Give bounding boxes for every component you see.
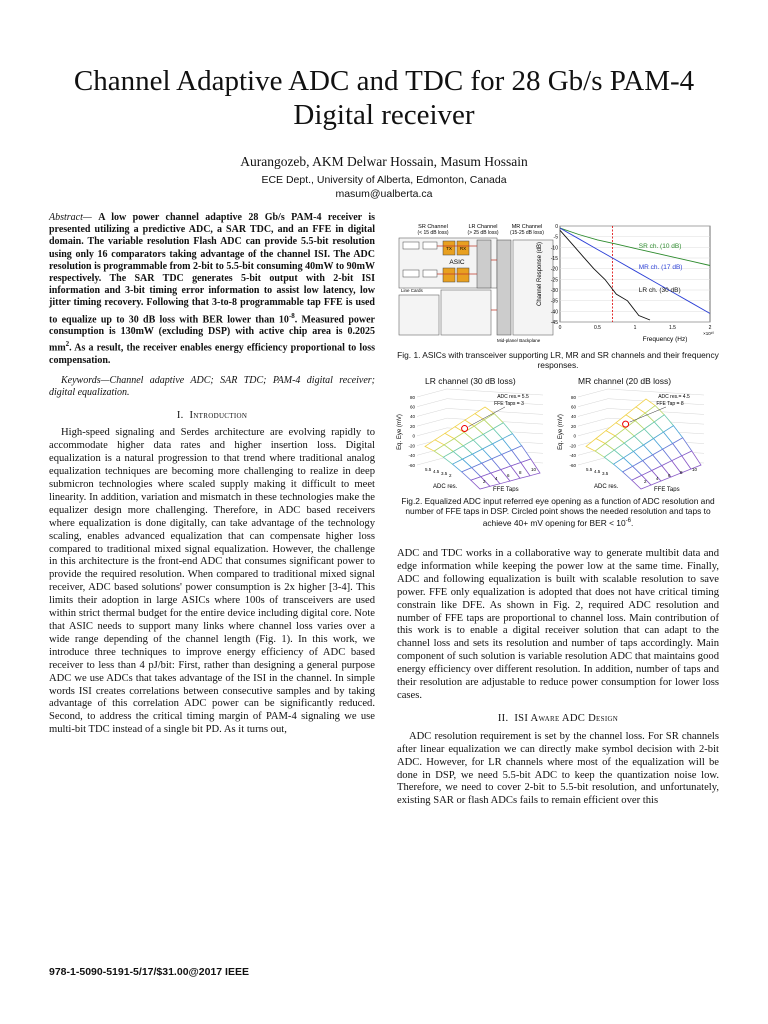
fig1-y-tick-label: -15 <box>550 256 558 262</box>
fig1-y-tick-label: -10 <box>550 245 558 252</box>
fig2-x-tick-label: 2 <box>449 473 452 478</box>
fig2-z-tick-label: 60 <box>570 404 576 410</box>
fig2-x-axis-label: ADC res. <box>594 484 619 490</box>
fig1-y-tick-label: -25 <box>550 277 558 284</box>
fig2-lr-title: LR channel (30 dB loss) <box>425 376 516 386</box>
email: masum@ualberta.ca <box>335 188 433 200</box>
fig2-gridline <box>578 457 608 465</box>
title-line-1: Channel Adaptive ADC and TDC for 28 Gb/s PAM-4 <box>73 65 695 97</box>
fig1-sr-label: SR Channel <box>418 224 448 230</box>
fig1-x-tick-label: 0.5 <box>594 325 601 331</box>
fig1-midplane-label: Mid-plane/ Backplane <box>497 338 541 343</box>
fig1-sr-sub: (< 15 dB loss) <box>417 230 449 236</box>
fig1-x-tick-label: 1 <box>633 325 637 331</box>
fig2-gridline <box>578 408 608 416</box>
fig2-z-tick-label: -40 <box>569 453 576 459</box>
keywords: Keywords—Channel adaptive ADC; SAR TDC; PAM-4 digital receiver; digital equalization. <box>49 375 375 399</box>
fig2-x-tick-label: 4.5 <box>594 469 601 474</box>
fig1-caption: Fig. 1. ASICs with transceiver supporting LR, MR and SR channels and their frequency responses. <box>397 350 719 371</box>
fig2-y-tick-label: 4 <box>656 476 659 481</box>
fig1-diagram <box>397 220 557 345</box>
fig2-gridline <box>578 389 608 397</box>
left-column <box>49 212 375 737</box>
fig1-x-tick-label: 1.5 <box>669 325 676 331</box>
fig1-x-tick-label: 0 <box>558 325 562 331</box>
fig2-y-axis-label: FFE Taps <box>493 487 519 492</box>
authors: Aurangozeb, AKM Delwar Hossain, Masum Hossain <box>240 154 528 169</box>
fig1-y-tick-label: -40 <box>550 309 558 316</box>
fig2-annotation: ADC res.= 5.5 <box>497 394 529 400</box>
fig2-annotation: ADC res.= 4.5 <box>658 394 690 400</box>
fig2-y-tick-label: 2 <box>644 479 647 484</box>
fig2-y-tick-label: 8 <box>680 470 683 475</box>
abstract-ber-exp: -8 <box>288 311 295 320</box>
fig2-x-tick-label: 5.5 <box>425 467 432 472</box>
fig1-asic-label: ASIC <box>449 259 465 266</box>
fig1-y-tick-label: -30 <box>550 288 558 294</box>
right-column <box>397 548 719 808</box>
section-2-paragraph: ADC resolution requirement is set by the channel loss. For SR channels after linear equalization we can directly make symbol decision with 2-bit ADC. However, for LR channels where most of the equalization will be done in DSP, we need 5.5-bit ADC to keep the quantization noise low. Therefore, we need to cover 2-bit to 5.5-bit resolution, and unfortunately, existing SAR or flash ADCs fails to remain efficient over this <box>397 730 719 807</box>
fig2-mr-title: MR channel (20 dB loss) <box>578 376 672 386</box>
fig2-y-tick-label: 10 <box>531 467 537 472</box>
fig2-x-tick-label: 5.5 <box>586 467 593 472</box>
fig2-z-tick-label: -60 <box>408 462 415 468</box>
svg-text:RX: RX <box>459 246 467 251</box>
fig1-y-axis-label: Channel Response (dB) <box>537 241 543 307</box>
fig1-frequency-response-chart <box>534 218 724 348</box>
fig1-x-axis-label: Frequency (Hz) <box>642 336 688 343</box>
fig1-legend-label: SR ch. (10 dB) <box>638 243 682 250</box>
fig1-lr-sub: (> 25 dB loss) <box>467 230 499 236</box>
fig2-annotation: FFE Tap = 8 <box>656 401 684 407</box>
fig1-y-tick-label: 0 <box>555 224 558 230</box>
fig1-y-tick-label: -35 <box>550 298 558 305</box>
fig2-gridline <box>447 408 543 414</box>
section-1-paragraph: High-speed signaling and Serdes architecture are evolving rapidly to accommodate higher data rates and higher insertion loss. Digital equalization is a natural progression to that trend where traditional analog equalization techniques are becoming more challenging to realize in deep submicron technologies where scaled supply making it difficult to meet linearity. In addition, variation and mismatch in these technologies make the equalizer design more challenging. Therefore, in ADC based receivers where equalization is done digitally, can take advantage of the technology scaling, enables advanced equalization that can compensate higher loss compared to traditional mixed signal equalization. However, the challenge in this architecture is the front-end ADC that consumes significant power to provide the required resolution. When compared to traditional mixed signal receiver, ADC based solutions' power consumption is 2x higher [3-4]. This limits their adoption in large ASICs where 100s of transceivers are used within strict thermal budget for the entire device including digital core. Note that ASIC needs to support many links where channel loss varies over a wide range depending of the channel length (Fig. 1). In this work, we introduce three techniques to improve energy efficiency of ADC based receiver to less than 4 pJ/bit: First, rather than designing a general purpose ADC we use ADCs that takes advantage of the ISI in the channel. In simple words ISI creates correlations between consecutive samples and by taking advantage of this correlation ADC power can be significantly reduced. Second, to address the critical timing margin of PAM-4 signaling we use multi-bit TDC instead of a single bit PD. As it turns out, <box>49 427 375 736</box>
fig2-z-axis-label: Eq. Eye (mV) <box>397 414 403 450</box>
fig2-z-tick-label: 20 <box>570 423 576 429</box>
svg-text:TX: TX <box>446 246 452 251</box>
fig2-gridline <box>578 399 608 407</box>
fig1-y-tick-label: -5 <box>553 234 558 241</box>
fig1-x-tick-label: 2 <box>708 325 712 331</box>
fig1-y-tick-label: -45 <box>550 320 558 326</box>
fig2-x-tick-label: 4.5 <box>433 469 440 474</box>
affiliation: ECE Dept., University of Alberta, Edmonton, Canada <box>261 174 507 186</box>
fig2-z-tick-label: 0 <box>412 433 415 439</box>
fig2-y-axis-label: FFE Taps <box>654 487 680 492</box>
fig2-z-tick-label: 40 <box>570 414 576 420</box>
fig2-annotation: FFE Taps = 3 <box>494 401 524 407</box>
svg-text:Line Cards: Line Cards <box>401 288 423 293</box>
fig2-z-tick-label: -40 <box>408 453 415 459</box>
fig2-x-axis-label: ADC res. <box>433 484 458 490</box>
fig2-z-tick-label: 80 <box>570 394 576 400</box>
footer-copyright: 978-1-5090-5191-5/17/$31.00@2017 IEEE <box>49 966 249 978</box>
fig2-z-tick-label: 0 <box>573 433 576 439</box>
fig2-z-tick-label: 80 <box>409 394 415 400</box>
affiliation-block <box>20 173 748 201</box>
fig2-gridline <box>417 399 447 407</box>
fig2-z-tick-label: -20 <box>408 443 415 449</box>
fig2-z-axis-label: Eq. Eye (mV) <box>558 414 564 450</box>
fig2-lr-surface-plot <box>395 387 565 492</box>
fig1-lr-label: LR Channel <box>468 224 498 230</box>
fig1-x-scale: ×10¹⁰ <box>703 331 714 336</box>
fig2-gridline <box>417 408 447 416</box>
fig2-z-tick-label: 60 <box>409 404 415 410</box>
fig1-mr-sub: (15-25 dB loss) <box>510 230 544 236</box>
section-1-heading: I. Introduction <box>176 409 248 421</box>
right-paragraph-1: ADC and TDC works in a collaborative way to generate multibit data and edge information while keeping the power low at the same time. Finally, ADC and following equalization is built with scalable resolution to save power. FFE only equalization is adopted that does not have critical timing constrain like DFE. As shown in Fig. 2, required ADC resolution and number of FFE taps are proportional to channel loss. Main contribution of this work is to enable a digital receiver solution that can adapt to the channel loss and sets its resolution and number of taps accordingly. Main component of such solution is variable resolution ADC that maintains good energy efficiency over different resolution. In addition, number of taps and their resolution are adjustable to reduce power consumption for lower loss cases. <box>397 548 719 701</box>
fig2-x-tick-label: 3.5 <box>602 471 609 476</box>
fig2-gridline <box>578 418 608 426</box>
fig1-legend-label: LR ch. (30 dB) <box>638 287 681 294</box>
fig1-y-tick-label: -20 <box>550 266 558 273</box>
fig2-z-tick-label: -60 <box>569 462 576 468</box>
fig2-gridline <box>417 389 447 397</box>
fig2-x-tick-label: 3.5 <box>441 471 448 476</box>
fig2-y-tick-label: 4 <box>495 476 498 481</box>
abstract: Abstract— A low power channel adaptive 28 Gb/s PAM-4 receiver is presented utilizing a predictive ADC, a SAR TDC, and an FFE in digital domain. The variable resolution Flash ADC can provide 5.5-bit resolution using only 16 comparators taking advantage of the channel ISI. The ADC resolution is programmable from 2-bit to 5.5-bit consuming 40mW to 90mW respectively. The SAR TDC generates 5-bit output with 2-bit ISI information and 3-bit timing error information to assist low latency, low jitter timing recovery. Following that 3-to-8 programmable tap FFE is used to equalize up to 30 dB loss with BER lower than $10^{-8}$. Measured power consumption is 130mW (excluding DSP) with active chip area is 0.2025 $mm^2$. As a result, the receiver enables energy efficiency proportional to loss compensation. <box>49 212 375 366</box>
abstract-text: A low power channel adaptive 28 Gb/s PAM-4 receiver is presented utilizing a predictive ADC, a SAR TDC, and an FFE in digital domain. The variable resolution Flash ADC can provide 5.5-bit resolution using only 16 comparators taking advantage of the channel ISI. The ADC resolution is programmable from 2-bit to 5.5-bit consuming 40mW to 90mW respectively. The SAR TDC generates 5-bit output with 2-bit ISI information and 3-bit timing error information to assist low latency, low jitter timing recovery. Following that 3-to-8 programmable tap FFE is used to equalize up to 30 dB loss with BER lower than 10 <box>49 212 375 325</box>
fig2-mr-surface-plot <box>556 387 726 492</box>
fig2-y-tick-label: 8 <box>519 470 522 475</box>
fig2-y-tick-label: 10 <box>692 467 698 472</box>
fig2-y-tick-label: 2 <box>483 479 486 484</box>
fig1-legend-label: MR ch. (17 dB) <box>638 264 683 271</box>
fig2-z-tick-label: -20 <box>569 443 576 449</box>
fig2-z-tick-label: 20 <box>409 423 415 429</box>
fig2-gridline <box>417 418 447 426</box>
fig2-gridline <box>417 457 447 465</box>
fig2-z-tick-label: 40 <box>409 414 415 420</box>
section-2-heading: II. ISI Aware ADC Design <box>497 712 619 724</box>
fig1-mr-label: MR Channel <box>511 224 543 230</box>
title-line-2: Digital receiver <box>293 99 475 131</box>
paper-title <box>20 64 748 132</box>
fig2-y-tick-label: 6 <box>668 473 671 478</box>
fig2-y-tick-label: 6 <box>507 473 510 478</box>
abstract-label: Abstract— <box>49 212 99 223</box>
fig2-caption: Fig.2. Equalized ADC input referred eye opening as a function of ADC resolution and number of FFE taps in DSP. Circled point shows the needed resolution and taps to achieve 40+ mV opening for BER < $10^{-6}$. <box>401 496 715 529</box>
